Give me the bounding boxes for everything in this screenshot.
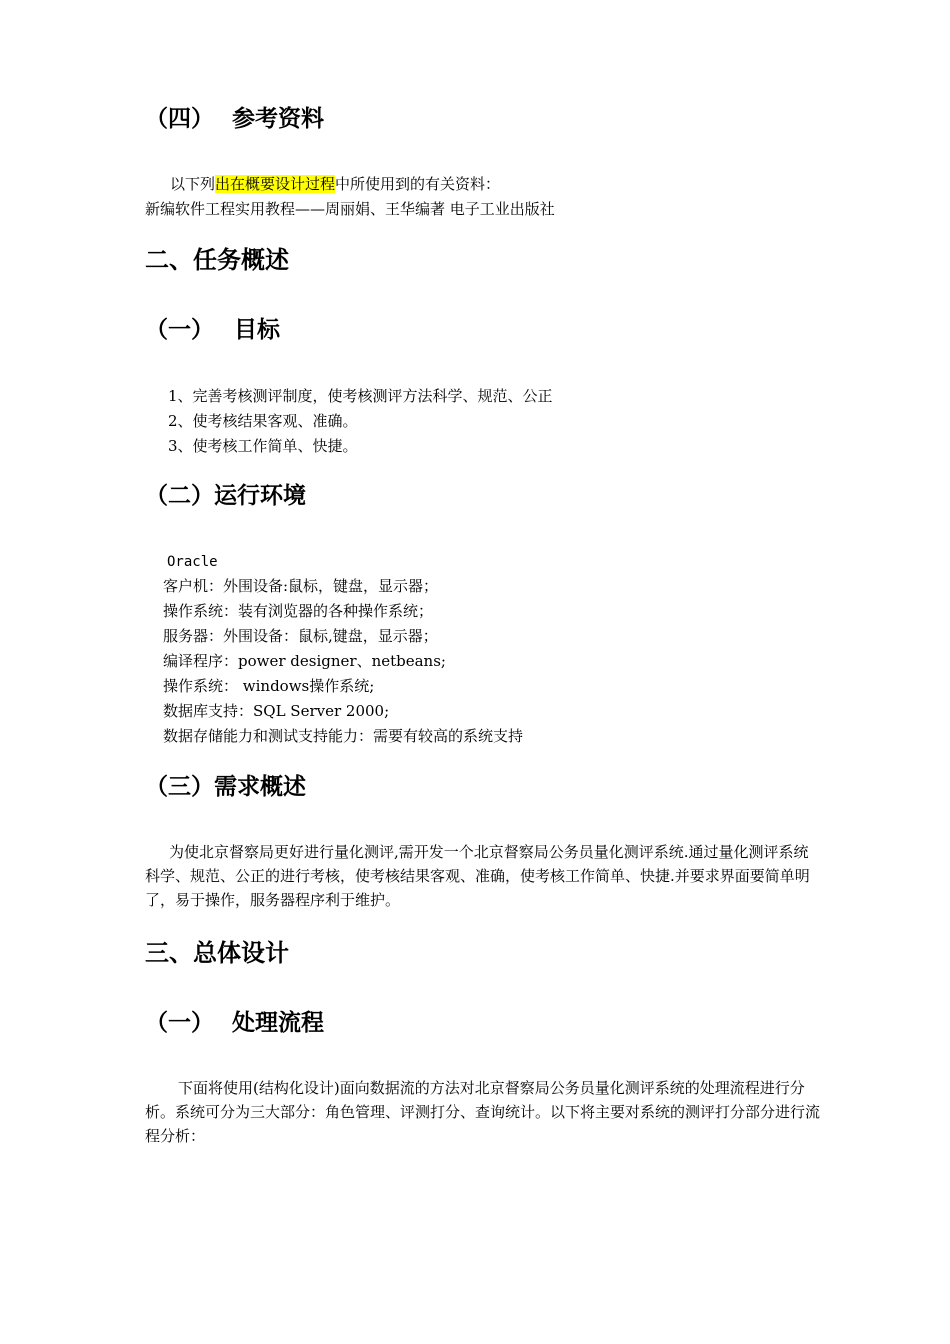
section-heading-requirements: （三）需求概述 bbox=[145, 774, 306, 800]
section-title: 处理流程 bbox=[232, 1010, 324, 1036]
section-title: 参考资料 bbox=[232, 106, 324, 132]
requirements-paragraph: 为使北京督察局更好进行量化测评,需开发一个北京督察局公务员量化测评系统.通过量化测评系统科学、规范、公正的进行考核，使考核结果客观、准确，使考核工作简单、快捷.并要求界面要简单明了，易于操作，服务器程序利于维护。 bbox=[145, 843, 810, 909]
env-line: 数据存储能力和测试支持能力：需要有较高的系统支持 bbox=[163, 727, 524, 745]
section-number: （一） bbox=[145, 1010, 214, 1036]
intro-text-before: 以下列 bbox=[170, 175, 216, 193]
env-line: 数据库支持：SQL Server 2000; bbox=[163, 702, 390, 720]
goal-item: 3、使考核工作简单、快捷。 bbox=[168, 437, 358, 455]
goal-item: 2、使考核结果客观、准确。 bbox=[168, 412, 358, 430]
highlighted-text: 出在概要设计过程 bbox=[215, 175, 336, 193]
section-heading-goals bbox=[145, 315, 280, 345]
section-heading-process-flow bbox=[145, 1008, 324, 1038]
chapter-heading-overall-design: 三、总体设计 bbox=[145, 939, 289, 967]
goal-item: 1、完善考核测评制度，使考核测评方法科学、规范、公正 bbox=[168, 387, 553, 405]
env-line: 操作系统：装有浏览器的各种操作系统； bbox=[163, 602, 434, 620]
reference-book: 新编软件工程实用教程——周丽娟、王华编著 电子工业出版社 bbox=[145, 200, 555, 218]
section-heading-references bbox=[145, 104, 324, 134]
section-heading-environment: （二）运行环境 bbox=[145, 483, 306, 509]
section-title: 目标 bbox=[234, 317, 280, 343]
env-line: 客户机：外围设备:鼠标，键盘，显示器； bbox=[163, 577, 439, 595]
env-line: 服务器：外围设备：鼠标,键盘，显示器； bbox=[163, 627, 438, 645]
chapter-heading-task-overview: 二、任务概述 bbox=[145, 246, 289, 274]
env-line: 操作系统： windows操作系统; bbox=[163, 677, 375, 695]
references-intro bbox=[170, 172, 500, 196]
env-line: 编译程序：power designer、netbeans; bbox=[163, 652, 446, 670]
env-oracle: Oracle bbox=[167, 554, 218, 570]
section-number: （一） bbox=[145, 317, 214, 343]
process-flow-paragraph: 下面将使用(结构化设计)面向数据流的方法对北京督察局公务员量化测评系统的处理流程进行分析。系统可分为三大部分：角色管理、评测打分、查询统计。以下将主要对系统的测评打分部分进行流程分析： bbox=[145, 1079, 821, 1145]
section-number: （四） bbox=[145, 106, 214, 132]
intro-text-after: 中所使用到的有关资料： bbox=[335, 175, 501, 193]
